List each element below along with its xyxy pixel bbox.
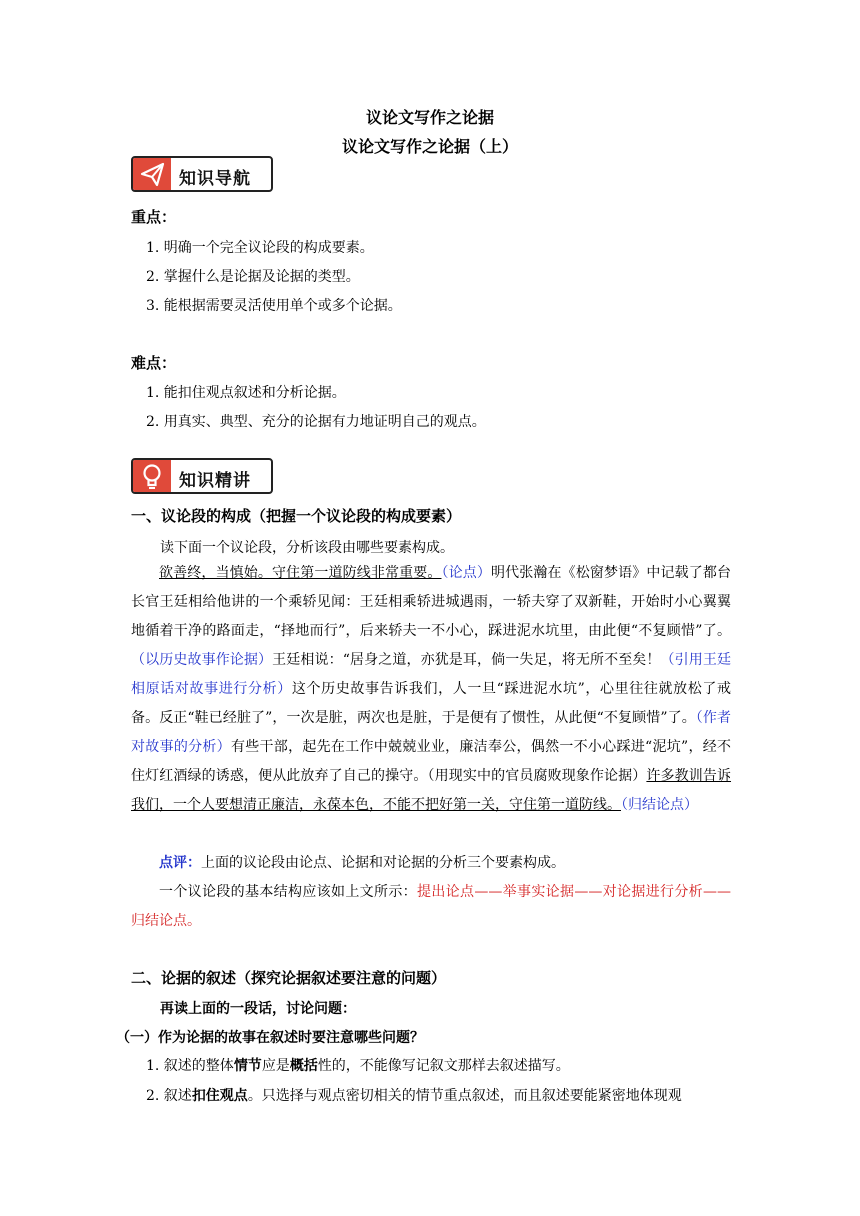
body-text: 明代张瀚在《松窗梦语》中记载了都台长官王廷相给他讲的一个乘轿见闻：王廷相乘轿进城遇雨，一轿夫穿了双新鞋，开始时小心翼翼地循着干净的路面走，“择地而行”，后来轿夫一不小心，踩进泥水坑里，由此便“不复顾惜”了。: [131, 565, 731, 639]
banner-label: 知识精讲: [179, 471, 251, 491]
annotation: （作者对故事的分析）: [131, 710, 731, 755]
list-item: [146, 1085, 682, 1105]
thesis-text: 欲善终，当慎始。守住第一道防线非常重要。: [159, 565, 442, 581]
annotation: （论点）: [441, 565, 491, 581]
banner-label: 知识导航: [179, 169, 251, 189]
document-title: 议论文写作之论据: [365, 108, 494, 127]
section-heading: 一、议论段的构成（把握一个议论段的构成要素）: [131, 507, 462, 525]
item-text: 1. 叙述的整体: [146, 1058, 234, 1074]
document-subtitle: 议论文写作之论据（上）: [341, 137, 518, 156]
item-text: 性的，不能像写记叙文那样去叙述描写。: [317, 1058, 570, 1074]
paper-plane-icon: [133, 158, 171, 190]
comment-text: 上面的议论段由论点、论据和对论据的分析三个要素构成。: [201, 855, 565, 871]
comment-paragraph: [131, 849, 731, 878]
knowledge-nav-banner: [131, 156, 273, 192]
item-emphasis: 情节: [233, 1058, 262, 1074]
item-text: 。只选择与观点密切相关的情节重点叙述，而且叙述要能紧密地体现观: [247, 1088, 682, 1104]
body-text: 王廷相说：“居身之道，亦犹是耳，倘一失足，将无所不至矣！: [272, 652, 661, 668]
annotation: （归结论点）: [621, 797, 698, 813]
annotation: （以历史故事作论据）: [131, 652, 273, 668]
list-item: 1. 能扣住观点叙述和分析论据。: [146, 385, 346, 401]
key-points-heading: 重点：: [131, 208, 177, 226]
item-text: 2. 叙述: [146, 1088, 192, 1104]
knowledge-lecture-banner: [131, 458, 273, 494]
list-item: 3. 能根据需要灵活使用单个或多个论据。: [146, 298, 402, 314]
difficult-points-heading: 难点：: [131, 354, 177, 372]
annotation: （引用王廷相原话对故事进行分析）: [131, 652, 732, 697]
list-item: 2. 掌握什么是论据及论据的类型。: [146, 269, 360, 285]
question: （一）作为论据的故事在叙述时要注意哪些问题？: [116, 1030, 424, 1046]
intro-text: 读下面一个议论段，分析该段由哪些要素构成。: [160, 540, 454, 556]
body-text: 这个历史故事告诉我们，人一旦“踩进泥水坑”，心里往往就放松了戒备。反正“鞋已经脏了”，一次是脏，两次也是脏，于是便有了惯性，从此便“不复顾惜”了。: [131, 681, 731, 726]
conclusion-text: 许多教训告诉我们，一个人要想清正廉洁，永葆本色，不能不把好第一关，守住第一道防线。: [131, 768, 732, 813]
subheading: 再读上面的一段话，讨论问题：: [160, 1001, 356, 1017]
structure-emphasis: 提出论点——举事实论据——对论据进行分析——归结论点。: [131, 884, 731, 929]
structure-paragraph: [131, 878, 731, 936]
item-text: 应是: [261, 1058, 290, 1074]
list-item: [146, 1055, 570, 1075]
section-heading: 二、论据的叙述（探究论据叙述要注意的问题）: [131, 969, 447, 987]
lightbulb-icon: [133, 460, 171, 492]
body-text: 有些干部，起先在工作中兢兢业业，廉洁奉公，偶然一不小心踩进“泥坑”，经不住灯红酒绿的诱惑，便从此放弃了自己的操守。（用现实中的官员腐败现象作论据）: [131, 739, 732, 784]
sample-paragraph: [131, 559, 731, 820]
item-emphasis: 概括: [289, 1058, 318, 1074]
comment-label: 点评：: [159, 855, 201, 871]
item-emphasis: 扣住观点: [191, 1088, 248, 1104]
list-item: 1. 明确一个完全议论段的构成要素。: [146, 240, 374, 256]
list-item: 2. 用真实、典型、充分的论据有力地证明自己的观点。: [146, 414, 486, 430]
structure-text: 一个议论段的基本结构应该如上文所示：: [159, 884, 417, 900]
